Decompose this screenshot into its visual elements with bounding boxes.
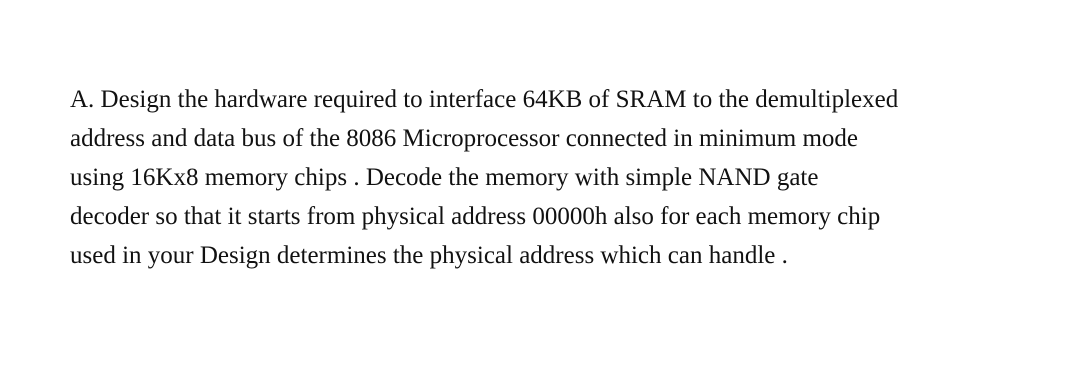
question-line-2: address and data bus of the 8086 Microprocessor connected in minimum mode [70,125,859,152]
question-line-3: using 16Kx8 memory chips . Decode the memory with simple NAND gate [70,164,819,191]
question-line-1: A. Design the hardware required to interface 64KB of SRAM to the demultiplexed [70,86,899,113]
question-line-4: decoder so that it starts from physical address 00000h also for each memory chip [70,203,881,230]
question-paragraph [70,80,1060,275]
question-line-5: used in your Design determines the physical address which can handle . [70,242,788,269]
